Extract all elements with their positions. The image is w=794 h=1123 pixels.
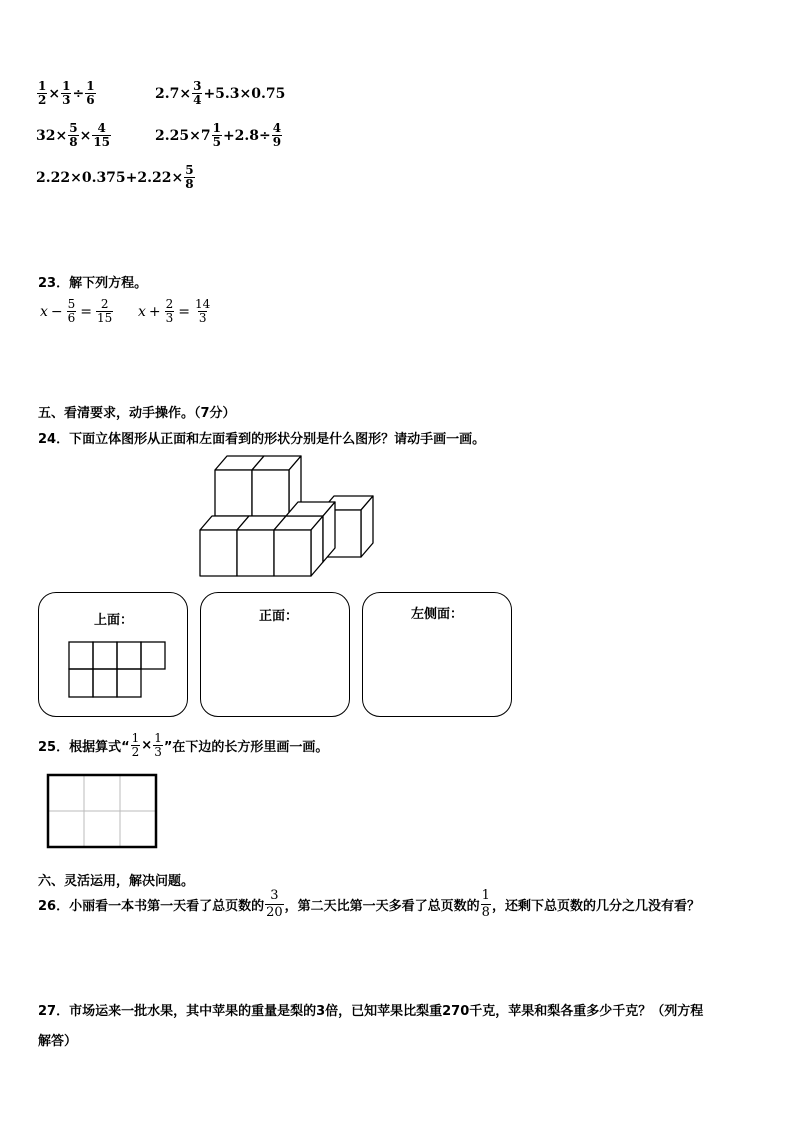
front-view-label: 正面：	[259, 609, 299, 624]
cube-front-face	[237, 530, 274, 576]
question-23-title: 23．解下列方程。	[38, 276, 148, 291]
left-view-label: 左侧面：	[411, 607, 464, 622]
fraction: $\frac{2}{15}$	[97, 297, 113, 325]
section-6-heading: 六、灵活运用，解决问题。	[38, 874, 195, 889]
question-24-title: 24．下面立体图形从正面和左面看到的形状分别是什么图形？请动手画一画。	[38, 432, 486, 447]
expression-4: 2.25×7 $\frac{1}{5}$ +2.8÷ $\frac{4}{9}$	[155, 121, 282, 149]
fraction: $\frac{5}{8}$	[185, 163, 194, 191]
cube-front-face	[274, 530, 311, 576]
fraction: $\frac{14}{3}$	[195, 297, 211, 325]
cube-front-face	[252, 470, 289, 516]
cube-front-face	[200, 530, 237, 576]
cube-front-face	[215, 470, 252, 516]
fraction: $\frac{1}{8}$	[481, 888, 490, 920]
fraction: $\frac{5}{6}$	[67, 297, 76, 325]
expression-5: 2.22×0.375+2.22× $\frac{5}{8}$	[36, 163, 194, 191]
fraction: $\frac{1}{6}$	[86, 79, 95, 107]
fraction: $\frac{4}{9}$	[272, 121, 282, 149]
fraction: $\frac{1}{3}$	[62, 79, 71, 107]
top-view-box	[38, 592, 188, 717]
section-5-heading: 五、看清要求，动手操作。（7分）	[38, 406, 236, 421]
fraction: $\frac{3}{20}$	[266, 888, 283, 920]
cube-stack-figure	[190, 450, 390, 585]
fraction: $\frac{4}{15}$	[93, 121, 111, 149]
question-26: 26．小丽看一本书第一天看了总页数的 $\frac{3}{20}$ ，第二天比第一天多看了总页数的 $\frac{1}{8}$ ，还剩下总页数的几分之几没有看？	[38, 888, 700, 920]
equation-1: x − $\frac{5}{6}$ = $\frac{2}{15}$	[40, 297, 113, 325]
fraction: $\frac{5}{8}$	[69, 121, 78, 149]
fraction: $\frac{1}{2}$	[38, 79, 47, 107]
expression-1: $\frac{1}{2}$ × $\frac{1}{3}$ ÷ $\frac{1}{6}$	[38, 79, 95, 107]
fraction: $\frac{1}{5}$	[212, 121, 221, 149]
left-view-box[interactable]	[362, 592, 512, 717]
expression-2: 2.7× $\frac{3}{4}$ +5.3×0.75	[155, 79, 286, 107]
question-27-line-1: 27．市场运来一批水果，其中苹果的重量是梨的3倍，已知苹果比梨重270千克，苹果和梨各重多少千克？（列方程	[38, 1004, 704, 1019]
question-27-line-2: 解答）	[38, 1034, 78, 1049]
expression-3: 32× $\frac{5}{8}$ × $\frac{4}{15}$	[36, 121, 111, 149]
top-view-grid	[68, 641, 170, 701]
fraction: $\frac{1}{3}$	[154, 731, 162, 759]
top-view-label: 上面：	[94, 613, 134, 628]
fraction: $\frac{2}{3}$	[165, 297, 174, 325]
fraction: $\frac{1}{2}$	[131, 731, 140, 759]
front-view-box[interactable]	[200, 592, 350, 717]
equation-2: x + $\frac{2}{3}$ = $\frac{14}{3}$	[138, 297, 211, 325]
fraction: $\frac{3}{4}$	[193, 79, 202, 107]
question-25-title: 25．根据算式“ $\frac{1}{2}$ × $\frac{1}{3}$ ”在下边的长方形里画一画。	[38, 731, 329, 759]
fraction-rectangle[interactable]	[46, 773, 158, 849]
